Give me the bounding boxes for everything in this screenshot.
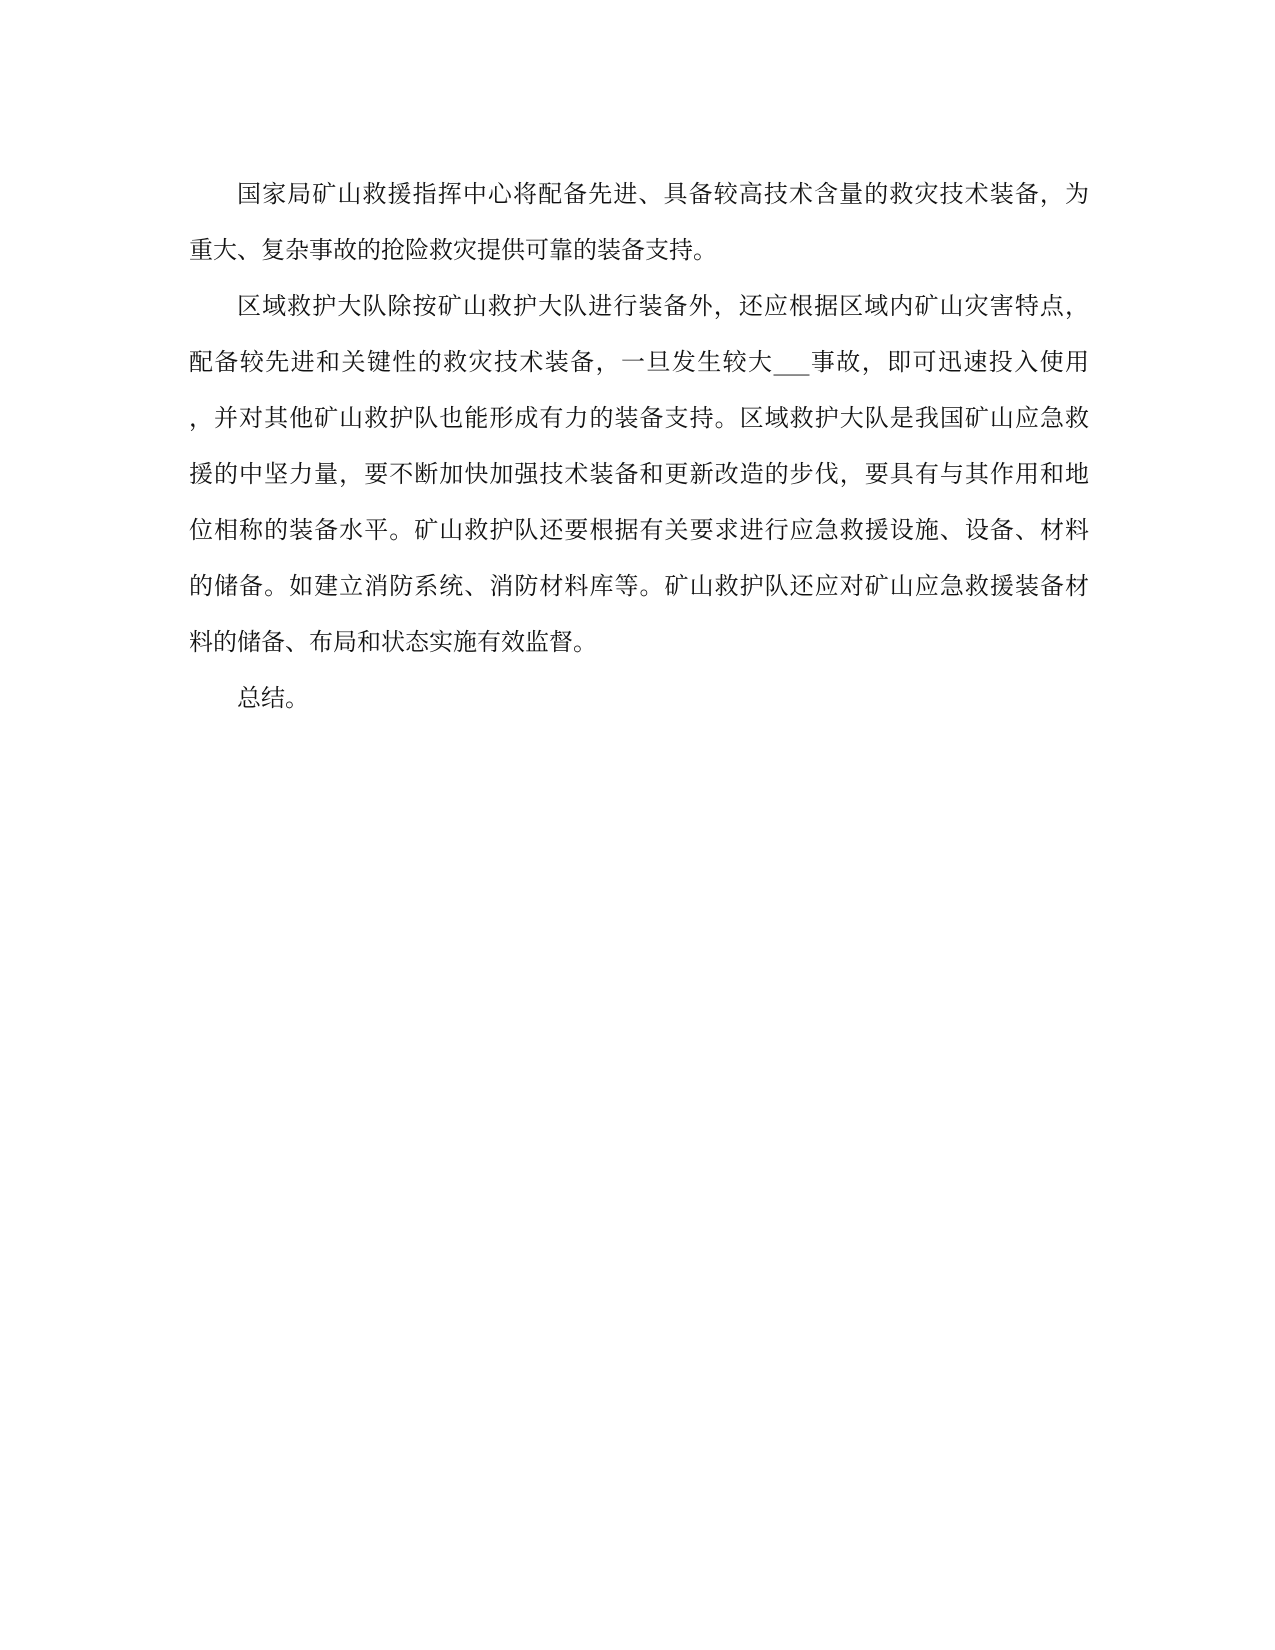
paragraph-line: ，并对其他矿山救护队也能形成有力的装备支持。区域救护大队是我国矿山应急救 <box>189 404 1089 432</box>
paragraph-line: 料的储备、布局和状态实施有效监督。 <box>189 628 597 656</box>
paragraph-line: 重大、复杂事故的抢险救灾提供可靠的装备支持。 <box>189 236 717 264</box>
paragraph-line: 位相称的装备水平。矿山救护队还要根据有关要求进行应急救援设施、设备、材料 <box>189 516 1089 544</box>
paragraph-equipment-center <box>189 166 1089 278</box>
paragraph-summary <box>189 670 1089 726</box>
paragraph-line: 援的中坚力量，要不断加快加强技术装备和更新改造的步伐，要具有与其作用和地 <box>189 460 1089 488</box>
paragraph-line: 总结。 <box>237 684 309 712</box>
paragraph-line: 的储备。如建立消防系统、消防材料库等。矿山救护队还应对矿山应急救援装备材 <box>189 572 1089 600</box>
document-body <box>189 166 1089 726</box>
paragraph-regional-brigade <box>189 278 1089 670</box>
paragraph-line: 配备较先进和关键性的救灾技术装备，一旦发生较大___事故，即可迅速投入使用 <box>189 348 1089 376</box>
paragraph-line: 国家局矿山救援指挥中心将配备先进、具备较高技术含量的救灾技术装备，为 <box>237 180 1089 208</box>
paragraph-line: 区域救护大队除按矿山救护大队进行装备外，还应根据区域内矿山灾害特点， <box>237 292 1089 320</box>
